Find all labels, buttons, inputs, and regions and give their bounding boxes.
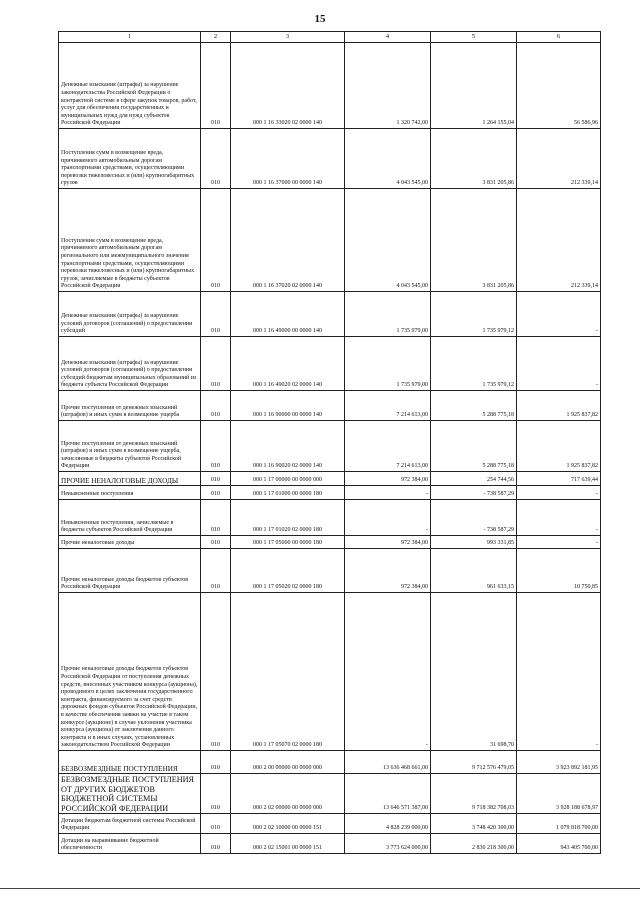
row-approved: 7 214 613,00 [345,421,431,472]
page-number: 15 [314,13,326,25]
row-executed: 1 735 979,12 [431,292,517,337]
header-col-1: 1 [59,32,201,43]
row-kbk: 000 1 17 05070 02 0000 180 [231,593,345,751]
table-row [59,421,601,472]
row-approved: 972 384,00 [345,549,431,593]
row-kbk: 000 1 17 05000 00 0000 180 [231,536,345,549]
row-approved: 13 636 468 661,00 [345,751,431,774]
row-code: 010 [201,43,231,129]
row-executed: 5 288 775,18 [431,421,517,472]
row-unexecuted: 212 339,14 [517,189,601,292]
row-approved: 1 735 979,00 [345,292,431,337]
row-name: Дотации бюджетам бюджетной системы Российской Федерации [59,814,201,834]
row-approved: - [345,593,431,751]
row-kbk: 000 1 17 05020 02 0000 180 [231,549,345,593]
row-executed: 961 633,15 [431,549,517,593]
row-name: Невыясненные поступления, зачисляемые в бюджеты субъектов Российской Федерации [59,500,201,536]
row-executed: 254 744,56 [431,472,517,486]
row-code: 010 [201,337,231,391]
table-row [59,774,601,814]
row-approved: 4 828 239 000,00 [345,814,431,834]
row-approved: 972 384,00 [345,472,431,486]
row-approved: 7 214 613,00 [345,391,431,421]
row-name: Прочие поступления от денежных взысканий (штрафов) и иных сумм в возмещение ущерба [59,391,201,421]
row-unexecuted: - [517,593,601,751]
row-kbk: 000 1 16 33020 02 0000 140 [231,43,345,129]
header-col-4: 4 [345,32,431,43]
table-row [59,292,601,337]
row-unexecuted: 10 750,85 [517,549,601,593]
row-code: 010 [201,500,231,536]
row-executed: 3 831 205,86 [431,129,517,189]
table-row [59,751,601,774]
page-bottom-rule [0,888,640,889]
row-name: Невыясненные поступления [59,486,201,500]
row-kbk: 000 1 17 00000 00 0000 000 [231,472,345,486]
row-unexecuted: 1 079 818 700,00 [517,814,601,834]
table-row [59,834,601,854]
row-code: 010 [201,774,231,814]
row-unexecuted: - [517,292,601,337]
table-row [59,337,601,391]
table-row [59,500,601,536]
row-name: Поступления сумм в возмещение вреда, причиняемого автомобильным дорогам транспортными средствами, осуществляющими перевозки тяжеловесных и (или) крупногабаритных грузов [59,129,201,189]
row-unexecuted: 943 405 700,00 [517,834,601,854]
row-kbk: 000 2 00 00000 00 0000 000 [231,751,345,774]
row-approved: 4 043 545,00 [345,129,431,189]
row-kbk: 000 1 16 37000 00 0000 140 [231,129,345,189]
row-name: Денежные взыскания (штрафы) за нарушение условий договоров (соглашений) о предоставлении субсидий [59,292,201,337]
revenue-table [58,31,601,854]
row-approved: 4 043 545,00 [345,189,431,292]
row-name: Поступления сумм в возмещение вреда, причиняемого автомобильным дорогам регионального или межмуниципального значения транспортными средствами, осуществляющими перевозки тяжеловесных и (или) крупногабаритных грузов, зачисляемые в бюджеты субъектов Российской Федерации [59,189,201,292]
row-executed: 9 718 382 708,03 [431,774,517,814]
header-col-2: 2 [201,32,231,43]
row-code: 010 [201,486,231,500]
row-name: Прочие неналоговые доходы [59,536,201,549]
row-name: БЕЗВОЗМЕЗДНЫЕ ПОСТУПЛЕНИЯ ОТ ДРУГИХ БЮДЖЕТОВ БЮДЖЕТНОЙ СИСТЕМЫ РОССИЙСКОЙ ФЕДЕРАЦИИ [59,774,201,814]
row-executed: 2 830 218 300,00 [431,834,517,854]
row-kbk: 000 2 02 15001 00 0000 151 [231,834,345,854]
row-approved: 3 773 624 000,00 [345,834,431,854]
row-executed: 993 331,85 [431,536,517,549]
row-kbk: 000 2 02 00000 00 0000 000 [231,774,345,814]
row-name: БЕЗВОЗМЕЗДНЫЕ ПОСТУПЛЕНИЯ [59,751,201,774]
row-executed: - 738 587,29 [431,486,517,500]
table-row [59,189,601,292]
row-kbk: 000 1 16 90020 02 0000 140 [231,421,345,472]
row-unexecuted: - [517,500,601,536]
row-approved: - [345,500,431,536]
table-header-row [59,32,601,43]
row-approved: - [345,486,431,500]
table-row [59,593,601,751]
row-unexecuted: 1 925 837,82 [517,421,601,472]
row-unexecuted: - [517,486,601,500]
row-kbk: 000 1 16 90000 00 0000 140 [231,391,345,421]
row-kbk: 000 1 16 37020 02 0000 140 [231,189,345,292]
row-code: 010 [201,834,231,854]
row-kbk: 000 1 17 01020 02 0000 180 [231,500,345,536]
row-approved: 1 320 742,00 [345,43,431,129]
row-unexecuted: 3 928 188 678,97 [517,774,601,814]
row-code: 010 [201,814,231,834]
table-row [59,391,601,421]
row-code: 010 [201,292,231,337]
row-approved: 13 646 571 387,00 [345,774,431,814]
row-executed: 9 712 576 479,05 [431,751,517,774]
row-unexecuted: 3 923 892 181,95 [517,751,601,774]
row-unexecuted: - [517,337,601,391]
row-name: Прочие неналоговые доходы бюджетов субъектов Российской Федерации [59,549,201,593]
row-kbk: 000 1 16 49020 02 0000 140 [231,337,345,391]
row-kbk: 000 2 02 10000 00 0000 151 [231,814,345,834]
table-row [59,129,601,189]
row-code: 010 [201,391,231,421]
row-code: 010 [201,472,231,486]
row-executed: 1 735 979,12 [431,337,517,391]
row-code: 010 [201,421,231,472]
row-name: Дотации на выравнивание бюджетной обеспеченности [59,834,201,854]
row-code: 010 [201,751,231,774]
row-executed: 1 264 155,04 [431,43,517,129]
row-approved: 1 735 979,00 [345,337,431,391]
row-name: Прочие неналоговые доходы бюджетов субъектов Российской Федерации от поступления денежных средств, внесенных участником конкурса (аукциона), проводимого в целях заключения государственного контракта, финансируемого за счет средств дорожных фондов субъектов Российской Федерации, в качестве обеспечения заявки на участие в таком конкурсе (аукционе) в случае уклонения участника конкурса (аукциона) от заключения данного контракта и в иных случаях, установленных законодательством Российской Федерации [59,593,201,751]
row-executed: 3 748 420 300,00 [431,814,517,834]
table-row [59,472,601,486]
row-executed: 31 698,70 [431,593,517,751]
row-code: 010 [201,189,231,292]
row-name: Денежные взыскания (штрафы) за нарушение законодательства Российской Федерации о контрактной системе в сфере закупок товаров, работ, услуг для обеспечения государственных и муниципальных нужд для нужд субъектов Российской Федерации [59,43,201,129]
row-name: ПРОЧИЕ НЕНАЛОГОВЫЕ ДОХОДЫ [59,472,201,486]
row-code: 010 [201,549,231,593]
header-col-3: 3 [231,32,345,43]
row-code: 010 [201,129,231,189]
table-row [59,486,601,500]
row-unexecuted: 717 639,44 [517,472,601,486]
header-col-5: 5 [431,32,517,43]
table-row [59,549,601,593]
row-kbk: 000 1 17 01000 00 0000 180 [231,486,345,500]
row-code: 010 [201,593,231,751]
row-name: Прочие поступления от денежных взысканий (штрафов) и иных сумм в возмещение ущерба, зачисляемые в бюджеты субъектов Российской Федерации [59,421,201,472]
row-unexecuted: 212 339,14 [517,129,601,189]
row-executed: 3 831 205,86 [431,189,517,292]
row-unexecuted: 1 925 837,82 [517,391,601,421]
row-code: 010 [201,536,231,549]
row-name: Денежные взыскания (штрафы) за нарушение условий договоров (соглашений) о предоставлении субсидий бюджетам муниципальных образований из бюджета субъекта Российской Федерации [59,337,201,391]
row-unexecuted: 56 586,96 [517,43,601,129]
row-executed: - 738 587,29 [431,500,517,536]
row-executed: 5 288 775,18 [431,391,517,421]
table-row [59,536,601,549]
header-col-6: 6 [517,32,601,43]
row-kbk: 000 1 16 49000 00 0000 140 [231,292,345,337]
row-unexecuted: - [517,536,601,549]
table-row [59,43,601,129]
row-approved: 972 384,00 [345,536,431,549]
table-row [59,814,601,834]
